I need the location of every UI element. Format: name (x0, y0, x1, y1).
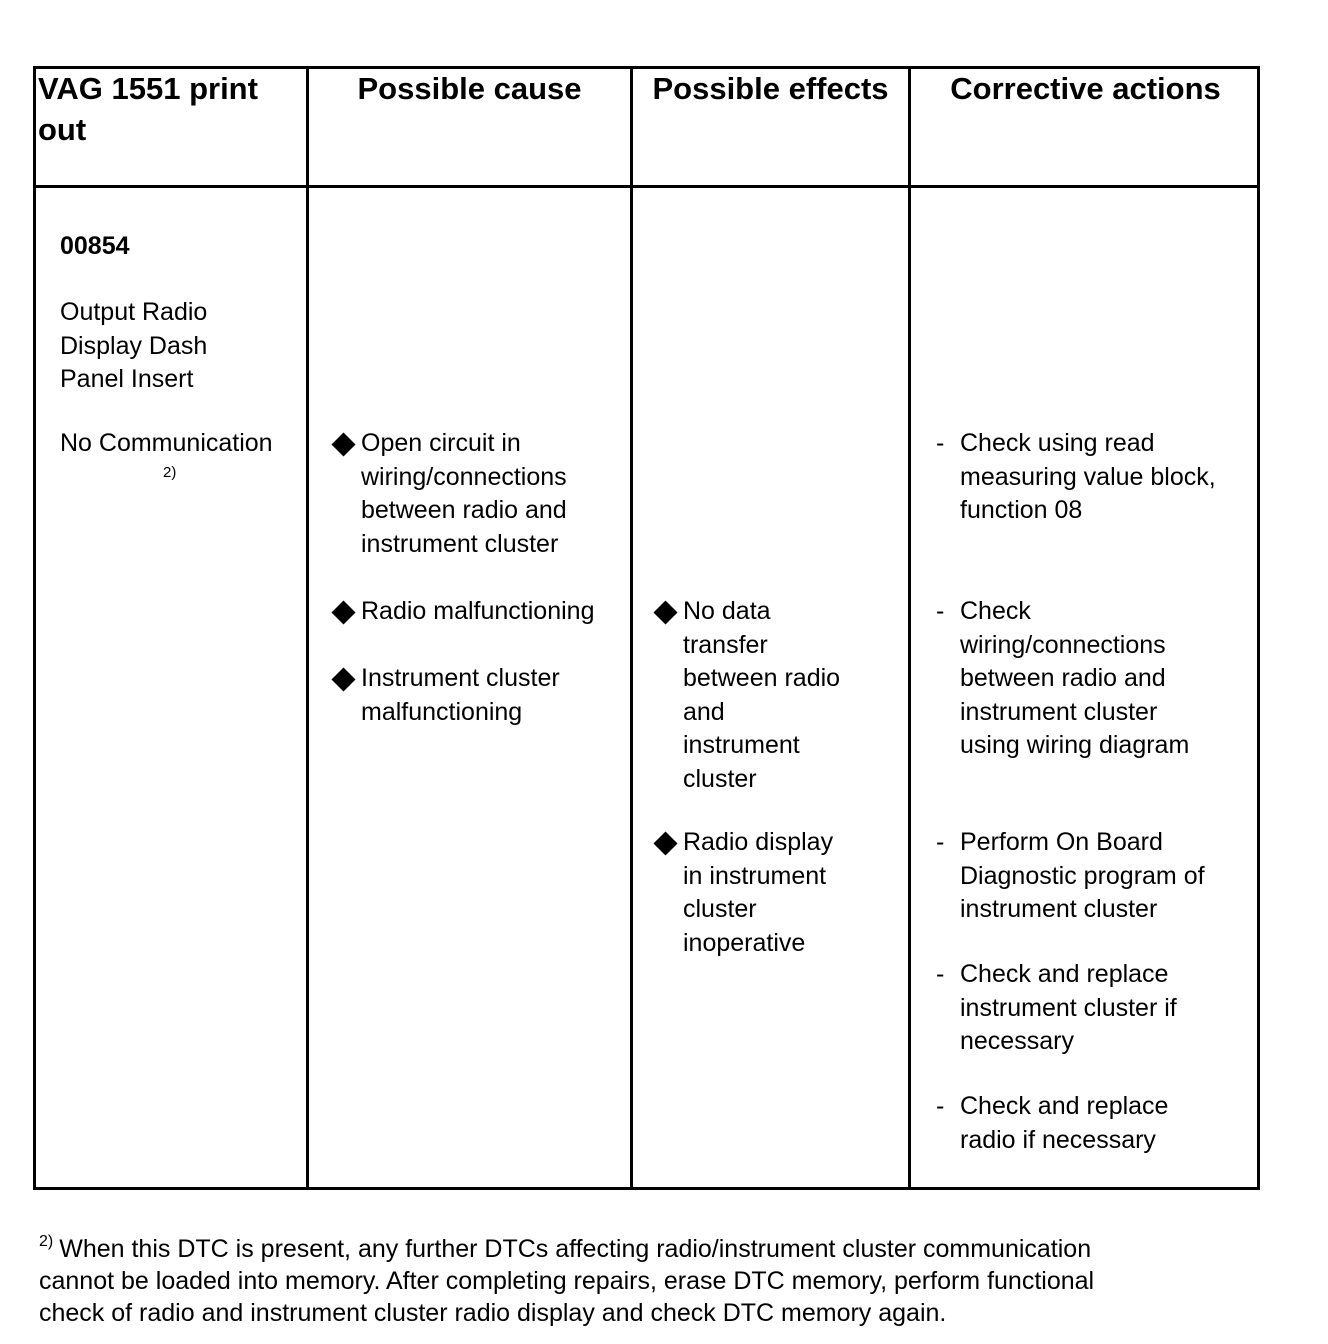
action-line: instrument cluster (960, 895, 1158, 923)
dtc-name-line: Panel Insert (60, 365, 194, 393)
effect-item (652, 826, 833, 960)
effect-line: between radio (683, 664, 841, 692)
cause-item (330, 662, 560, 729)
action-line: instrument cluster (960, 697, 1158, 726)
cause-line: between radio and (361, 496, 567, 524)
column-divider-1 (306, 66, 309, 1190)
effect-line: No data (683, 597, 771, 625)
effect-line: in instrument (683, 861, 827, 890)
effect-line: Radio display (683, 828, 834, 856)
diamond-bullet-icon (331, 600, 355, 624)
action-item (936, 1090, 1168, 1157)
effect-line: cluster (683, 895, 757, 923)
header-printout-line-1: VAG 1551 print (38, 71, 258, 106)
action-line: instrument cluster if (960, 993, 1177, 1022)
footnote (39, 1226, 1094, 1329)
dtc-code: 00854 (60, 232, 130, 260)
footnote-mark: 2) (39, 1233, 54, 1250)
action-line: Check using read (960, 429, 1155, 457)
effect-line: and (683, 697, 725, 726)
action-line: measuring value block, (960, 462, 1216, 491)
footnote-reference: 2) (163, 464, 177, 481)
effect-line: instrument (683, 731, 800, 759)
action-line: Check and replace (960, 960, 1169, 988)
action-line: necessary (960, 1027, 1074, 1055)
diamond-bullet-icon (331, 667, 355, 691)
cause-line: wiring/connections (361, 462, 567, 491)
cause-line: Open circuit in (361, 429, 521, 457)
column-divider-3 (908, 66, 911, 1190)
action-line: function 08 (960, 496, 1083, 524)
cause-line: Instrument cluster (361, 664, 560, 692)
action-line: Diagnostic program of (960, 861, 1205, 890)
header-printout-line-2: out (38, 112, 87, 147)
header-printout (38, 68, 258, 150)
column-divider-2 (630, 66, 633, 1190)
cause-item (330, 427, 567, 561)
action-item (936, 427, 1216, 528)
dash-marker: - (936, 597, 945, 625)
dtc-status: No Communication (60, 429, 273, 457)
effect-line: inoperative (683, 928, 806, 957)
action-line: between radio and (960, 664, 1166, 692)
effect-line: transfer (683, 630, 768, 659)
header-possible-effects: Possible effects (652, 71, 889, 106)
action-item (936, 958, 1177, 1059)
dtc-name-line: Display Dash (60, 331, 208, 360)
dash-marker: - (936, 1092, 945, 1120)
diamond-bullet-icon (331, 432, 355, 456)
action-item (936, 826, 1205, 927)
dash-marker: - (936, 960, 945, 988)
action-line: using wiring diagram (960, 731, 1190, 759)
cause-line: malfunctioning (361, 697, 523, 726)
dash-marker: - (936, 828, 945, 856)
cause-item (330, 595, 594, 629)
effect-line: cluster (683, 764, 757, 793)
action-line: Check and replace (960, 1092, 1169, 1120)
diamond-bullet-icon (653, 600, 677, 624)
footnote-line: check of radio and instrument cluster radio display and check DTC memory again. (39, 1299, 947, 1327)
footnote-line: When this DTC is present, any further DTCs affecting radio/instrument cluster communication (59, 1235, 1092, 1263)
cause-line: instrument cluster (361, 529, 559, 558)
diamond-bullet-icon (653, 831, 677, 855)
action-line: wiring/connections (960, 630, 1166, 659)
dash-marker: - (936, 429, 945, 457)
dtc-name-line: Output Radio (60, 298, 208, 326)
header-divider (33, 185, 1260, 188)
action-line: radio if necessary (960, 1125, 1156, 1154)
effect-item (652, 595, 840, 796)
header-possible-cause: Possible cause (357, 71, 582, 106)
cause-line: Radio malfunctioning (361, 597, 595, 625)
header-corrective-actions: Corrective actions (950, 71, 1221, 106)
action-line: Perform On Board (960, 828, 1163, 856)
action-item (936, 595, 1189, 763)
action-line: Check (960, 597, 1031, 625)
dtc-name (60, 296, 207, 397)
footnote-line: cannot be loaded into memory. After completing repairs, erase DTC memory, perform functional (39, 1267, 1095, 1295)
